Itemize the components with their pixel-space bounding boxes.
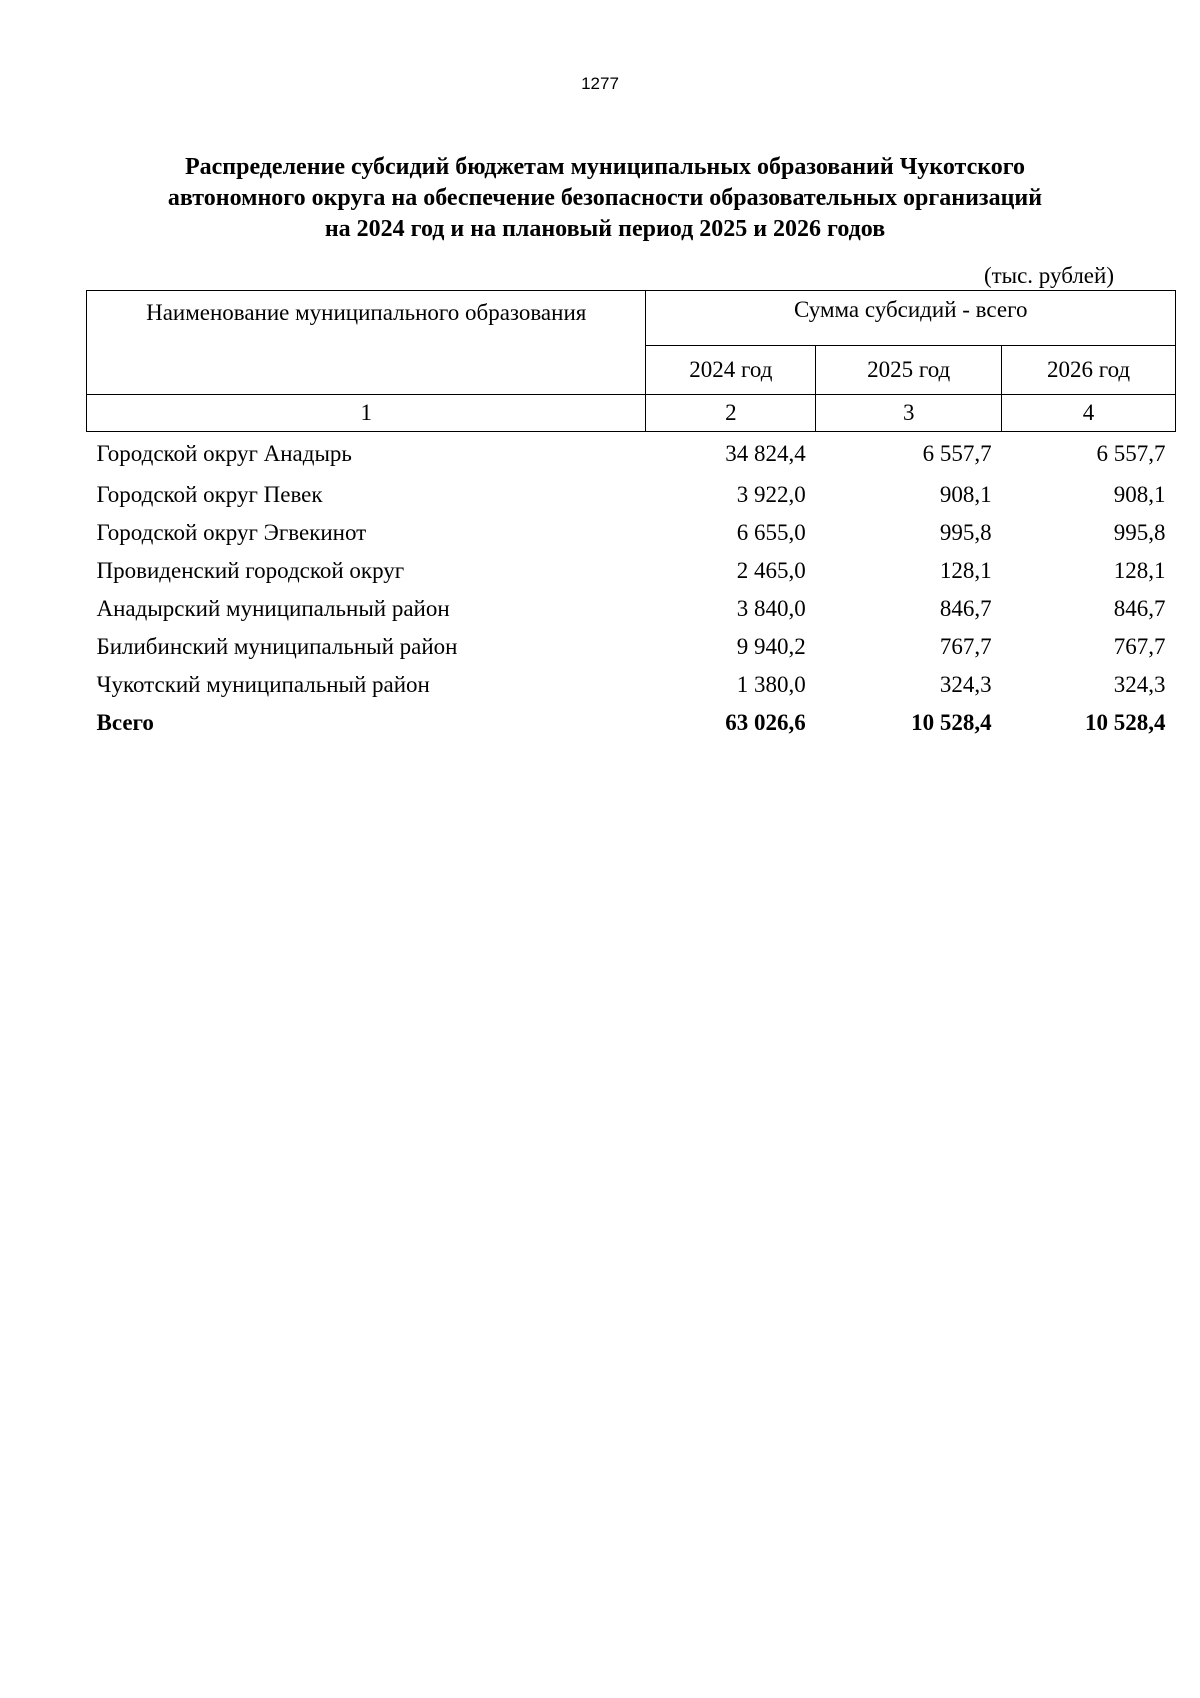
units-label: (тыс. рублей) xyxy=(983,263,1114,288)
title-line: автономного округа на обеспечение безопасности образовательных организаций xyxy=(167,185,1043,211)
table-row xyxy=(87,590,1176,628)
value-2024: 34 824,4 xyxy=(725,441,806,466)
municipality-name: Билибинский муниципальный район xyxy=(96,634,458,659)
subsidy-table xyxy=(86,290,1176,742)
value-2024: 9 940,2 xyxy=(736,634,806,659)
value-2026: 846,7 xyxy=(1113,596,1166,621)
value-2026: 6 557,7 xyxy=(1096,441,1166,466)
value-2025: 324,3 xyxy=(939,672,992,697)
column-number: 3 xyxy=(816,395,1002,432)
total-label: Всего xyxy=(96,710,154,735)
municipality-name: Провиденский городской округ xyxy=(96,558,405,583)
municipality-name: Городской округ Певек xyxy=(96,482,323,507)
value-2026: 128,1 xyxy=(1113,558,1166,583)
column-number-row xyxy=(87,395,1176,432)
municipality-name: Городской округ Анадырь xyxy=(96,441,352,466)
total-2024: 63 026,6 xyxy=(725,710,806,735)
value-2026: 767,7 xyxy=(1113,634,1166,659)
municipality-name: Чукотский муниципальный район xyxy=(96,672,430,697)
header-year: 2026 год xyxy=(1002,346,1176,395)
document-title xyxy=(90,152,1120,245)
column-number: 4 xyxy=(1002,395,1176,432)
title-line: Распределение субсидий бюджетам муниципальных образований Чукотского xyxy=(184,154,1026,180)
value-2025: 128,1 xyxy=(939,558,992,583)
value-2024: 2 465,0 xyxy=(736,558,806,583)
value-2024: 3 840,0 xyxy=(736,596,806,621)
value-2025: 6 557,7 xyxy=(922,441,992,466)
header-subsidy-total: Сумма субсидий - всего xyxy=(646,291,1176,346)
municipality-name: Городской округ Эгвекинот xyxy=(96,520,367,545)
table-row xyxy=(87,552,1176,590)
header-municipality: Наименование муниципального образования xyxy=(87,291,646,395)
value-2024: 3 922,0 xyxy=(736,482,806,507)
value-2024: 6 655,0 xyxy=(736,520,806,545)
total-2026: 10 528,4 xyxy=(1085,710,1166,735)
column-number: 1 xyxy=(87,395,646,432)
value-2025: 995,8 xyxy=(939,520,992,545)
table-row xyxy=(87,514,1176,552)
value-2024: 1 380,0 xyxy=(736,672,806,697)
total-2025: 10 528,4 xyxy=(911,710,992,735)
header-year: 2025 год xyxy=(816,346,1002,395)
column-number: 2 xyxy=(646,395,816,432)
table-row xyxy=(87,476,1176,514)
table-row xyxy=(87,432,1176,477)
total-row xyxy=(87,704,1176,742)
value-2025: 767,7 xyxy=(939,634,992,659)
value-2026: 324,3 xyxy=(1113,672,1166,697)
value-2025: 908,1 xyxy=(939,482,992,507)
title-line: на 2024 год и на плановый период 2025 и 2026 годов xyxy=(324,216,886,242)
value-2026: 995,8 xyxy=(1113,520,1166,545)
header-year: 2024 год xyxy=(646,346,816,395)
table-row xyxy=(87,628,1176,666)
table-row xyxy=(87,666,1176,704)
municipality-name: Анадырский муниципальный район xyxy=(96,596,450,621)
value-2026: 908,1 xyxy=(1113,482,1166,507)
value-2025: 846,7 xyxy=(939,596,992,621)
page-number: 1277 xyxy=(581,74,619,93)
